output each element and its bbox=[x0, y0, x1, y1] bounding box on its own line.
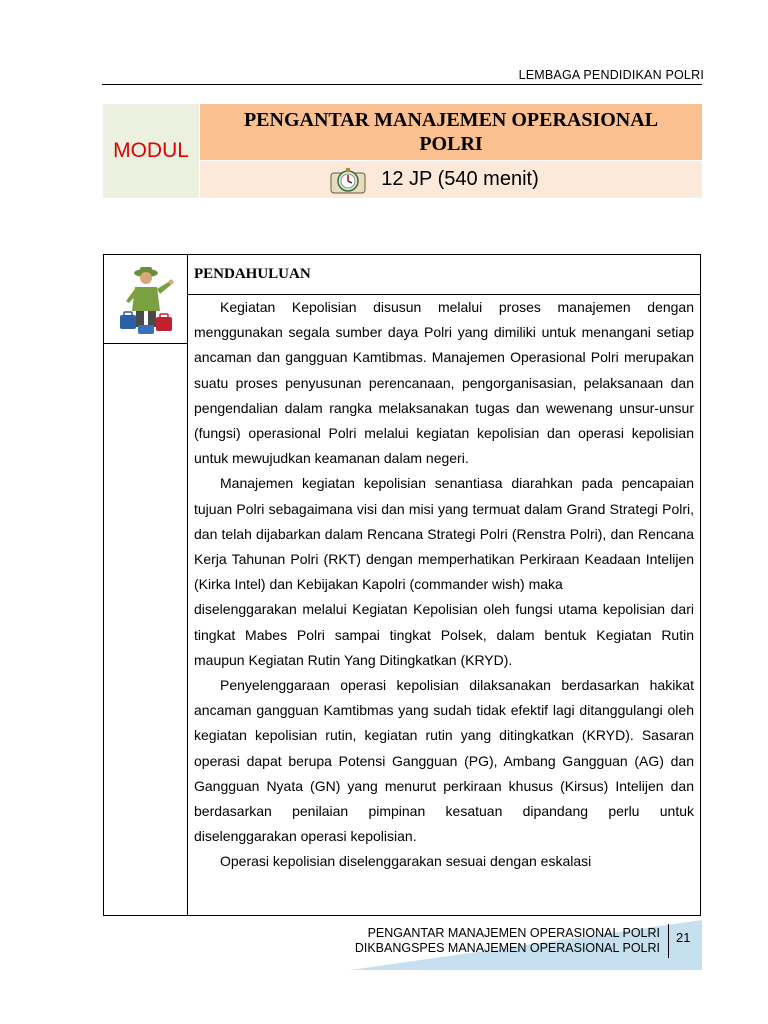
left-column bbox=[104, 343, 188, 915]
module-header-box bbox=[103, 104, 702, 198]
header-rule bbox=[102, 84, 702, 85]
module-duration: 12 JP (540 menit) bbox=[381, 168, 539, 190]
footer-line2: DIKBANGSPES MANAJEMEN OPERASIONAL POLRI bbox=[354, 941, 660, 955]
module-title-line1: PENGANTAR MANAJEMEN OPERASIONAL bbox=[243, 109, 659, 131]
module-title bbox=[200, 104, 702, 160]
section-heading: PENDAHULUAN bbox=[188, 255, 700, 295]
footer-line1: PENGANTAR MANAJEMEN OPERASIONAL POLRI bbox=[367, 926, 660, 940]
footer-separator bbox=[668, 924, 669, 958]
module-duration-row bbox=[200, 161, 702, 198]
paragraph-3: diselenggarakan melalui Kegiatan Kepolisian oleh fungsi utama kepolisian dari tingkat Mabes Polri sampai tingkat Polsek, dalam bentuk Kegiatan Rutin maupun Kegiatan Rutin Yang Ditingkatkan (KRYD). bbox=[194, 601, 694, 668]
paragraph-4: Penyelenggaraan operasi kepolisian dilaksanakan berdasarkan hakikat ancaman gangguan Kamtibmas yang sudah tidak efektif lagi ditanggulangi oleh kegiatan kepolisian rutin, kegiatan rutin yang ditingkatkan (KRYD). Sasaran operasi dapat berupa Potensi Gangguan (PG), Ambang Gangguan (AG) dan Gangguan Nyata (GN) yang menurut perkiraan khusus (Kirsus) Intelijen dan berdasarkan penilaian pimpinan kesatuan dipandang perlu untuk diselenggarakan operasi kepolisian. bbox=[194, 677, 694, 845]
header-institution: LEMBAGA PENDIDIKAN POLRI bbox=[518, 68, 704, 82]
section-body bbox=[188, 295, 700, 915]
footer-text bbox=[355, 926, 660, 956]
stopwatch-icon bbox=[329, 165, 367, 195]
person-with-bags-icon bbox=[116, 263, 176, 335]
module-title-line2: POLRI bbox=[419, 133, 483, 155]
paragraph-1: Kegiatan Kepolisian disusun melalui proses manajemen dengan menggunakan segala sumber daya Polri yang dimiliki untuk menangani setiap ancaman dan gangguan Kamtibmas. Manajemen Operasional Polri merupakan suatu proses penyusunan perencanaan, pengorganisasian, pelaksanaan dan pengendalian dalam rangka melaksanakan tugas dan wewenang unsur-unsur (fungsi) operasional Polri melalui kegiatan kepolisian dan operasi kepolisian untuk mewujudkan keamanan dalam negeri. bbox=[194, 299, 694, 467]
page-number: 21 bbox=[676, 930, 691, 945]
modul-label: MODUL bbox=[103, 104, 199, 198]
paragraph-5: Operasi kepolisian diselenggarakan sesuai dengan eskalasi bbox=[220, 853, 592, 870]
section-icon-cell bbox=[104, 255, 188, 344]
paragraph-2: Manajemen kegiatan kepolisian senantiasa diarahkan pada pencapaian tujuan Polri sebagaimana visi dan misi yang termuat dalam Grand Strategi Polri, dan telah dijabarkan dalam Rencana Strategi Polri (Renstra Polri), dan Rencana Kerja Tahunan Polri (RKT) dengan memperhatikan Perkiraan Keadaan Intelijen (Kirka Intel) dan Kebijakan Kapolri (commander wish) maka bbox=[194, 475, 694, 593]
content-table bbox=[103, 254, 701, 916]
